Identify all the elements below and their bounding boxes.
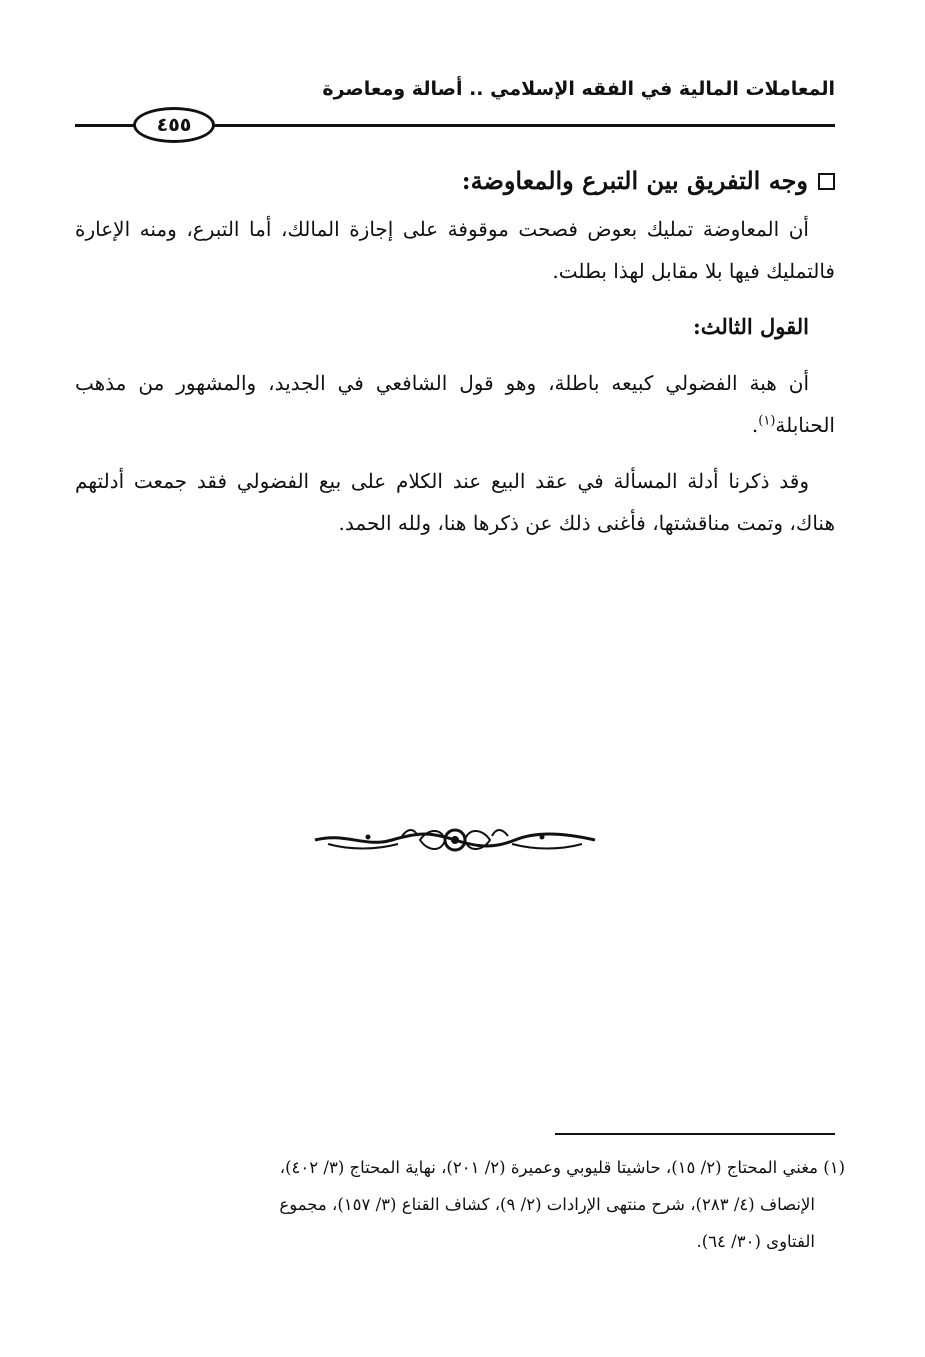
page-number: ٤٥٥ — [133, 107, 215, 143]
footnote-reference[interactable]: (١) — [758, 413, 776, 429]
footnote-separator — [555, 1133, 835, 1135]
section-heading — [75, 158, 835, 204]
paragraph-end-mark: . — [751, 413, 759, 437]
paragraph-third-opinion-text: أن هبة الفضولي كبيعه باطلة، وهو قول الشافعي في الجديد، والمشهور من مذهب الحنابلة — [75, 371, 835, 437]
footnote-line: (١) مغني المحتاج (٢/ ١٥)، حاشيتا قليوبي وعميرة (٢/ ٢٠١)، نهاية المحتاج (٣/ ٤٠٢)، — [279, 1158, 845, 1177]
footnote-line: الفتاوى (٣٠/ ٦٤). — [696, 1232, 815, 1251]
header-rule-left — [75, 124, 135, 127]
header-rule-right — [213, 124, 835, 127]
running-header-title: المعاملات المالية في الفقه الإسلامي .. أصالة ومعاصرة — [322, 78, 835, 100]
paragraph-evidence: وقد ذكرنا أدلة المسألة في عقد البيع عند الكلام على بيع الفضولي فقد جمعت أدلتهم هناك، وتمت مناقشتها، فأغنى ذلك عن ذكرها هنا، ولله الحمد. — [75, 469, 835, 535]
footnotes — [80, 1149, 845, 1260]
checkbox-icon — [818, 173, 835, 190]
spacer — [75, 446, 835, 460]
paragraph-third-opinion — [75, 362, 835, 446]
section-heading-text: وجه التفريق بين التبرع والمعاوضة: — [461, 166, 808, 195]
paragraph-distinction: أن المعاوضة تمليك بعوض فصحت موقوفة على إجازة المالك، أما التبرع، ومنه الإعارة فالتمليك فيها بلا مقابل لهذا بطلت. — [75, 217, 835, 283]
third-opinion-heading: القول الثالث: — [692, 314, 809, 339]
footnote-line: الإنصاف (٤/ ٢٨٣)، شرح منتهى الإرادات (٢/ ٩)، كشاف القناع (٣/ ١٥٧)، مجموع — [279, 1195, 815, 1214]
decorative-ornament-icon — [310, 820, 600, 860]
spacer — [75, 348, 835, 362]
spacer — [75, 292, 835, 306]
main-content — [75, 158, 835, 544]
